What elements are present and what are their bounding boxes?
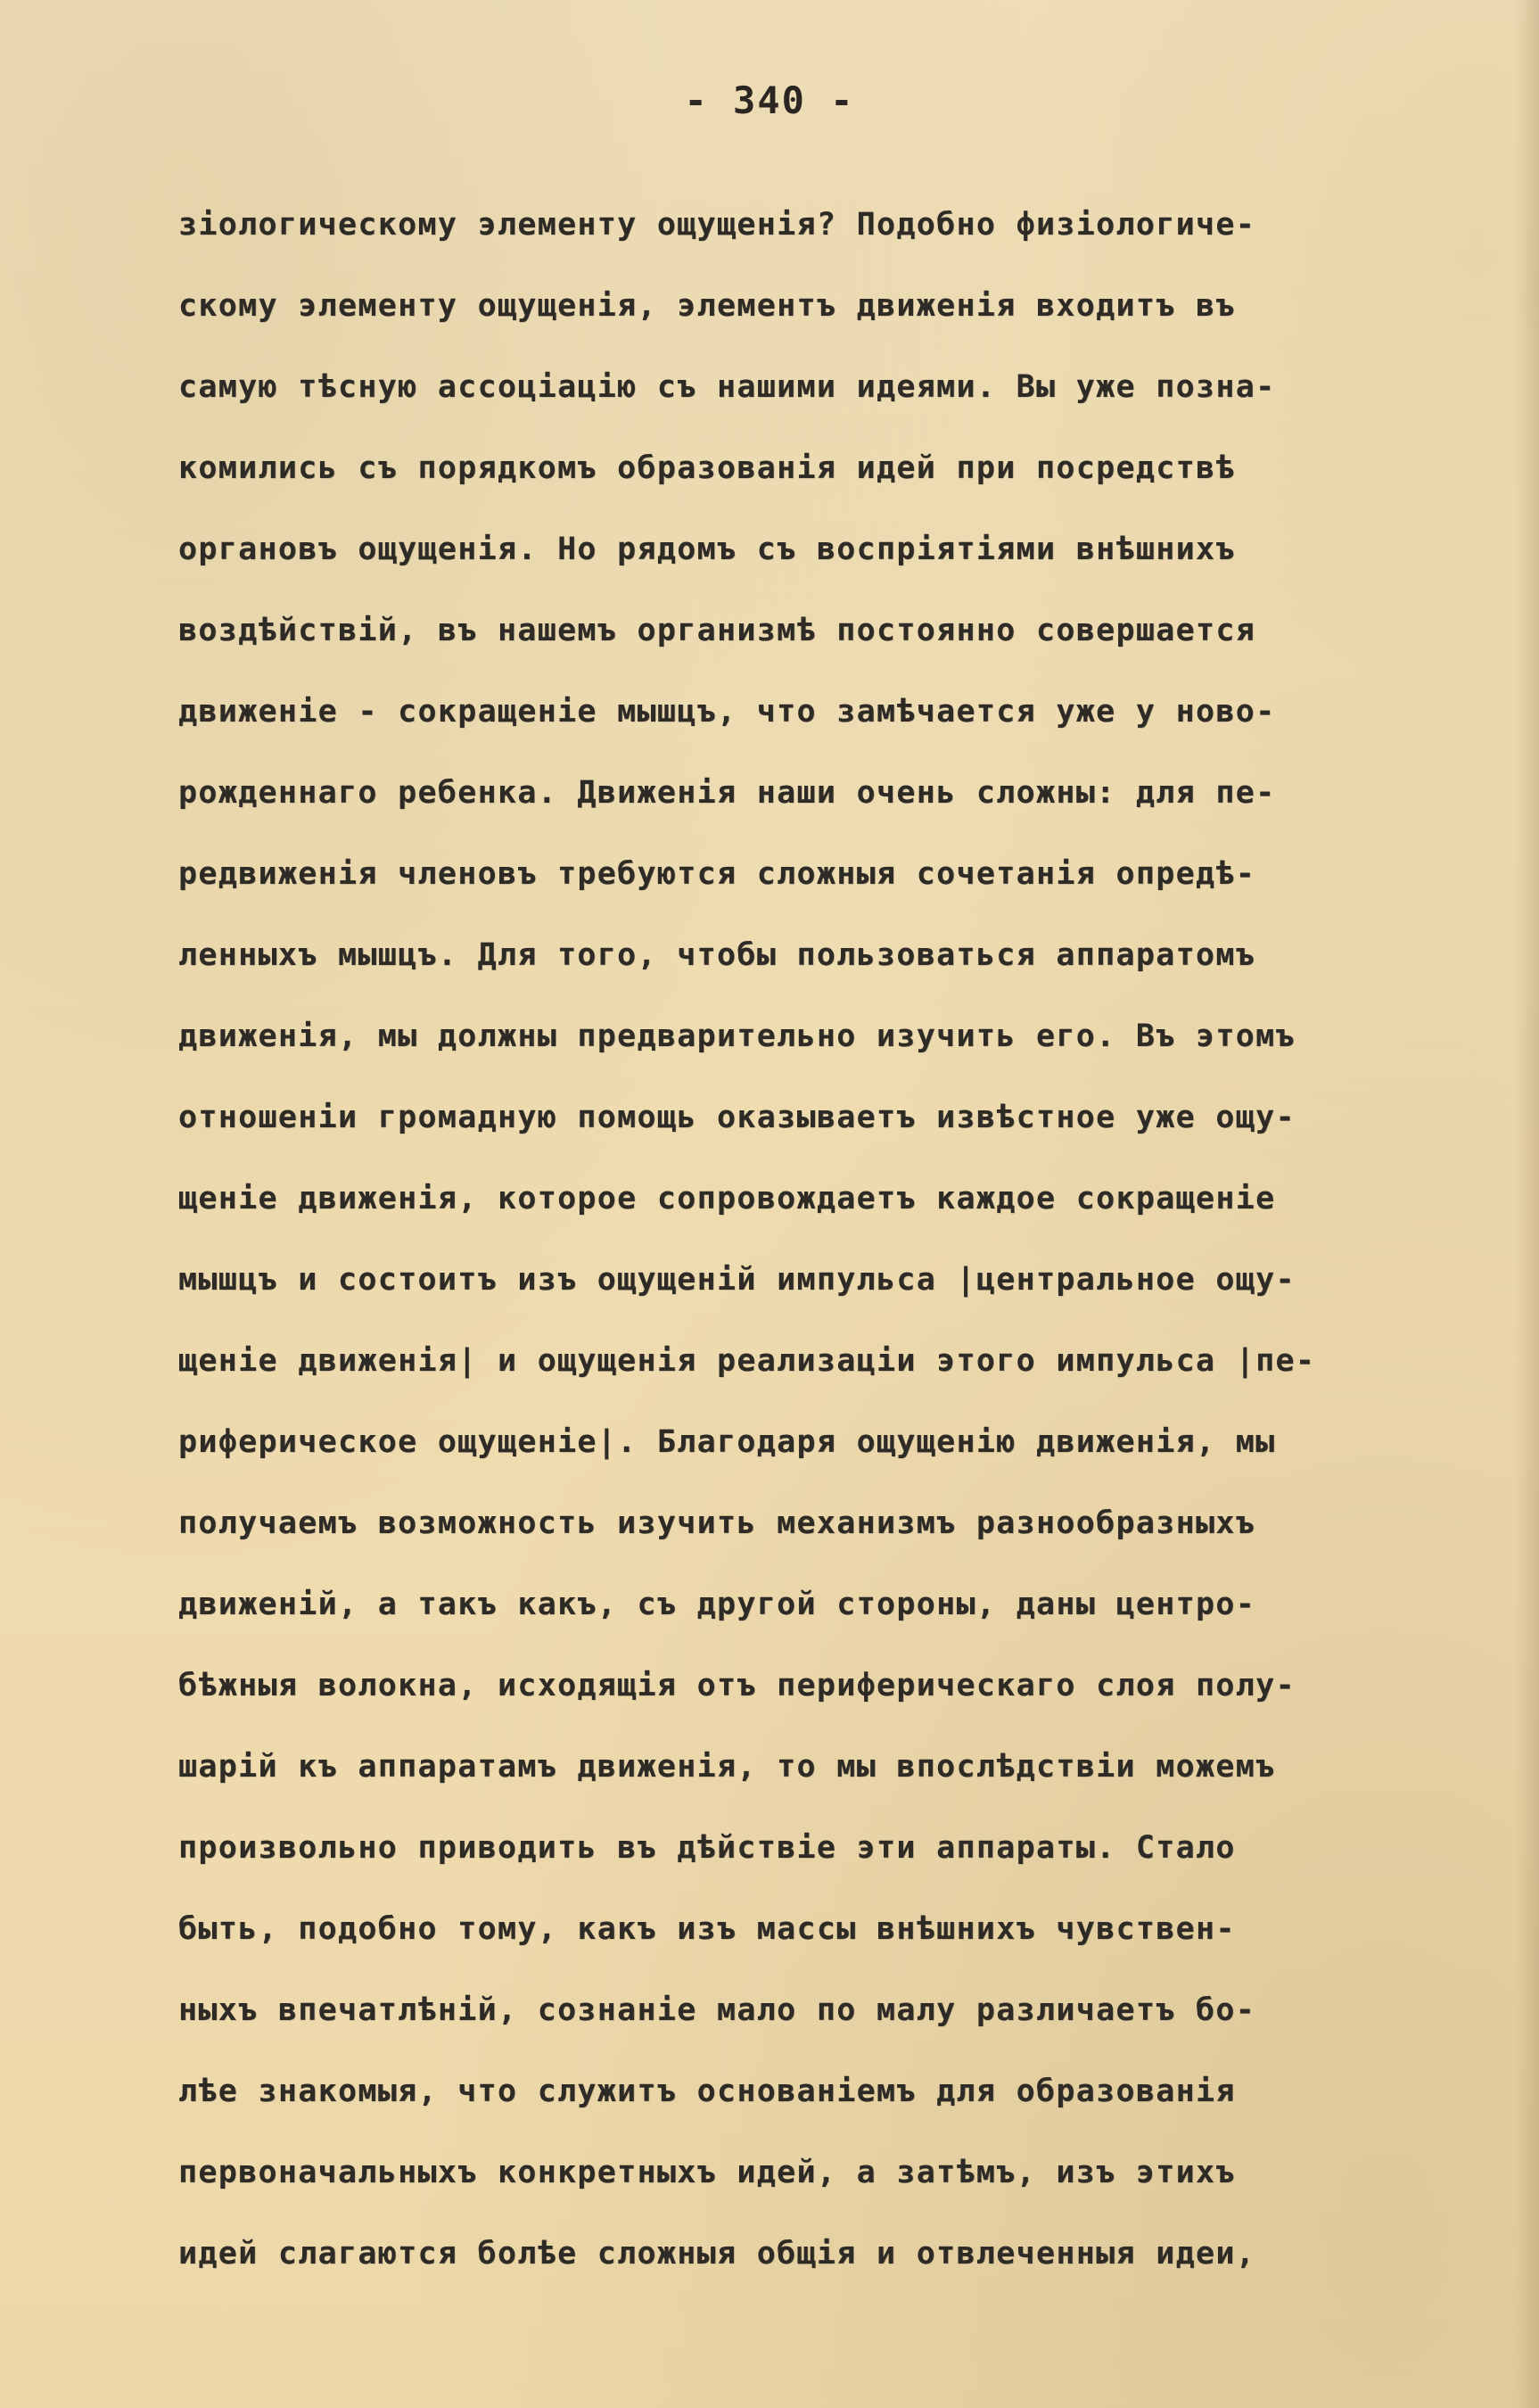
text-line-5: органовъ ощущенія. Но рядомъ съ воспріятіями внѣшнихъ (178, 532, 1236, 567)
page-number: - 340 - (684, 78, 855, 122)
text-line-10: ленныхъ мышцъ. Для того, чтобы пользоваться аппаратомъ (178, 937, 1256, 973)
text-line-7: движеніе - сокращеніе мышцъ, что замѣчается уже у ново- (178, 694, 1276, 730)
text-line-19: бѣжныя волокна, исходящія отъ периферическаго слоя полу- (178, 1668, 1296, 1703)
text-line-17: получаемъ возможность изучить механизмъ разнообразныхъ (178, 1505, 1256, 1541)
text-line-9: редвиженія членовъ требуются сложныя сочетанія опредѣ- (178, 856, 1256, 892)
text-line-16: риферическое ощущеніе|. Благодаря ощущенію движенія, мы (178, 1424, 1276, 1460)
text-line-12: отношеніи громадную помощь оказываетъ извѣстное уже ощу- (178, 1100, 1296, 1135)
text-line-13: щеніе движенія, которое сопровождаетъ каждое сокращеніе (178, 1181, 1276, 1216)
text-line-24: лѣе знакомыя, что служитъ основаніемъ для образованія (178, 2074, 1236, 2109)
text-line-6: воздѣйствій, въ нашемъ организмѣ постоянно совершается (178, 613, 1256, 648)
text-line-14: мышцъ и состоитъ изъ ощущеній импульса |центральное ощу- (178, 1262, 1296, 1298)
text-line-20: шарій къ аппаратамъ движенія, то мы впослѣдствіи можемъ (178, 1749, 1276, 1785)
body-text (178, 198, 1539, 2308)
text-line-21: произвольно приводить въ дѣйствіе эти аппараты. Стало (178, 1830, 1236, 1866)
text-line-15: щеніе движенія| и ощущенія реализаціи этого импульса |пе- (178, 1343, 1316, 1379)
text-line-3: самую тѣсную ассоціацію съ нашими идеями. Вы уже позна- (178, 369, 1276, 405)
text-line-4: комились съ порядкомъ образованія идей при посредствѣ (178, 450, 1236, 486)
text-line-1: зіологическому элементу ощущенія? Подобно физіологиче- (178, 207, 1256, 243)
text-line-25: первоначальныхъ конкретныхъ идей, а затѣмъ, изъ этихъ (178, 2155, 1236, 2190)
text-line-8: рожденнаго ребенка. Движенія наши очень сложны: для пе- (178, 775, 1276, 811)
text-line-18: движеній, а такъ какъ, съ другой стороны, даны центро- (178, 1587, 1256, 1622)
text-line-22: быть, подобно тому, какъ изъ массы внѣшнихъ чувствен- (178, 1911, 1236, 1947)
text-line-2: скому элементу ощущенія, элементъ движенія входитъ въ (178, 288, 1236, 324)
text-line-26: идей слагаются болѣе сложныя общія и отвлеченныя идеи, (178, 2236, 1256, 2272)
text-line-23: ныхъ впечатлѣній, сознаніе мало по малу различаетъ бо- (178, 1992, 1256, 2028)
text-line-11: движенія, мы должны предварительно изучить его. Въ этомъ (178, 1018, 1296, 1054)
